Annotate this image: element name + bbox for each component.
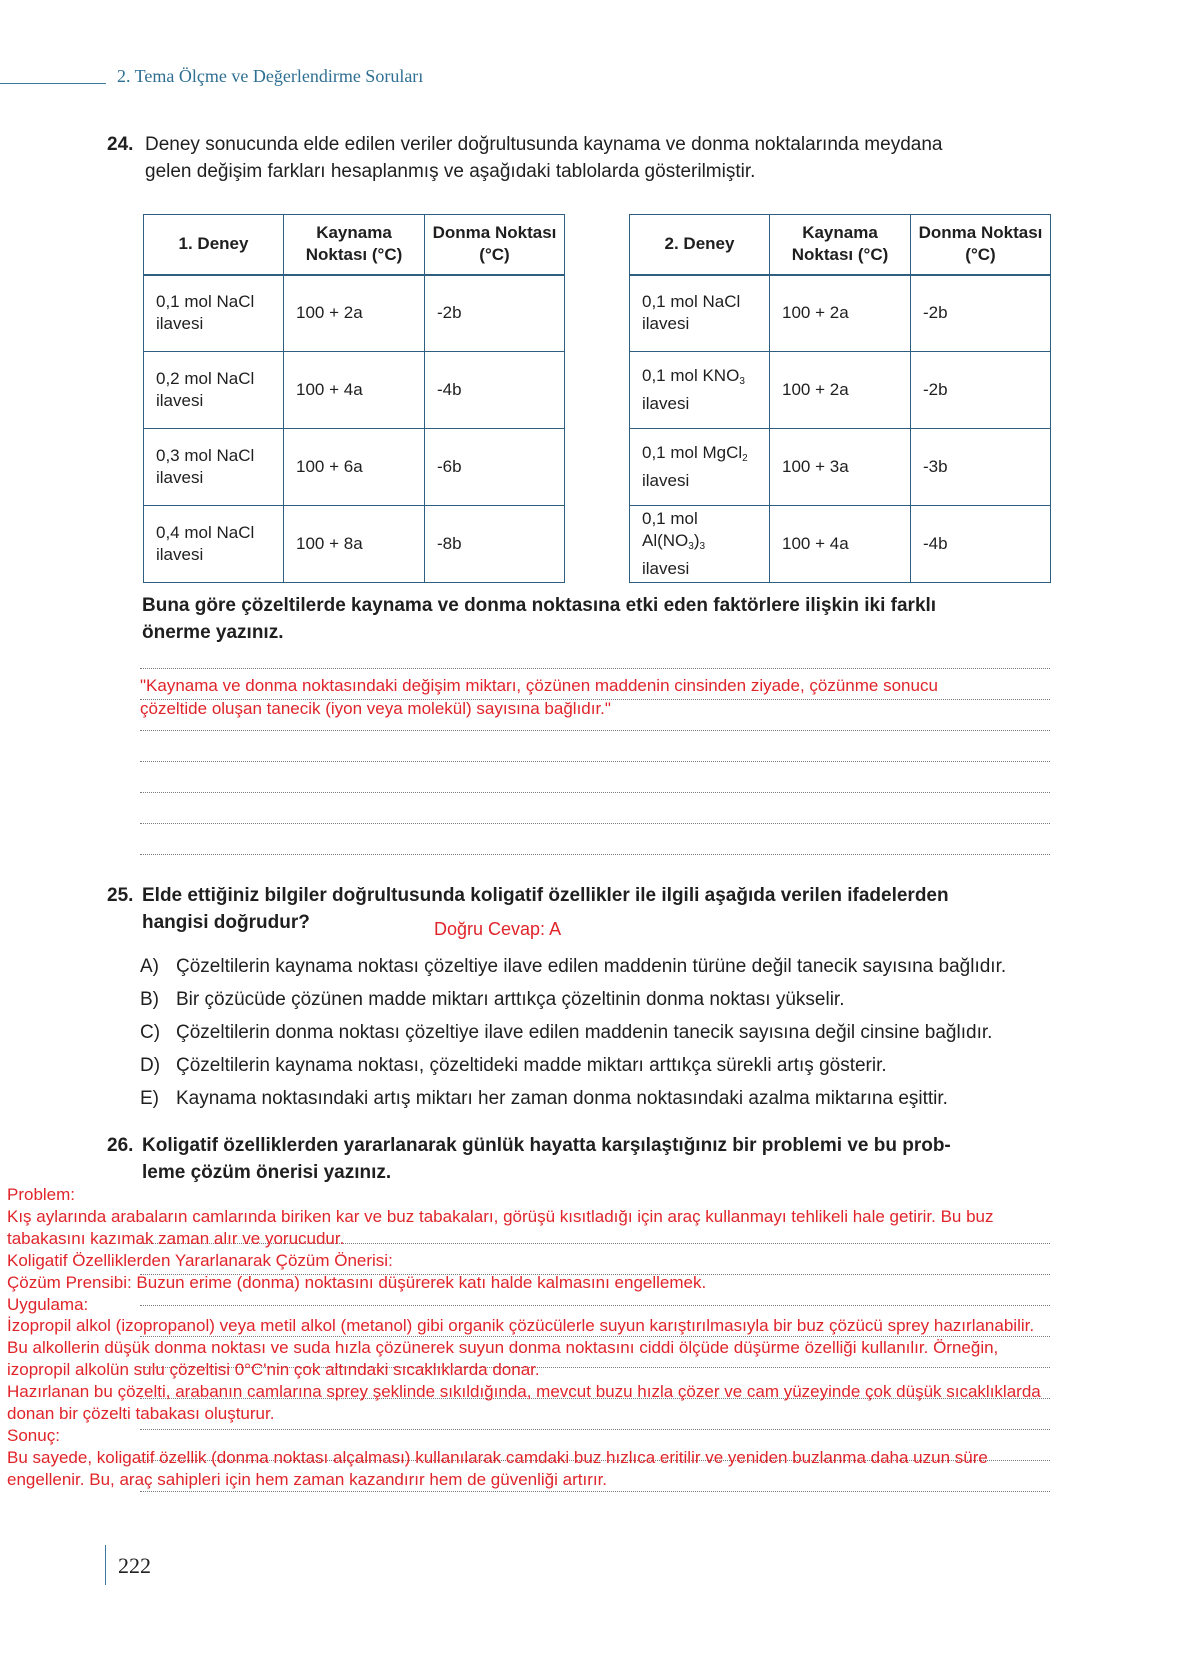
freezing-cell: -8b — [425, 506, 565, 583]
freezing-cell: -4b — [911, 506, 1051, 583]
question-24-prompt-line-1: Buna göre çözeltilerde kaynama ve donma noktasına etki eden faktörlere ilişkin iki farklı — [142, 595, 937, 616]
table-row — [630, 275, 1051, 352]
solute-cell: 0,2 mol NaCl ilavesi — [144, 352, 284, 429]
table2-header-boiling: Kaynama Noktası (°C) — [770, 215, 911, 275]
freezing-cell: -4b — [425, 352, 565, 429]
option-text: Çözeltilerin kaynama noktası çözeltiye ilave edilen maddenin türüne değil tanecik sayısına bağlıdır. — [176, 956, 1007, 977]
question-24-prompt — [142, 592, 936, 646]
table2-header-freezing: Donma Noktası (°C) — [911, 215, 1051, 275]
table-row — [630, 352, 1051, 429]
question-25-number: 25. — [107, 885, 134, 906]
table1-header-boiling: Kaynama Noktası (°C) — [284, 215, 425, 275]
question-25-line-2: hangisi doğrudur? — [142, 912, 310, 933]
solute-cell: 0,4 mol NaCl ilavesi — [144, 506, 284, 583]
answer-line-text: Bu sayede, koligatif özellik (donma noktası alçalması) kullanılarak camdaki buz hızlıca eritilir ve yeniden buzlanma daha uzun süre — [7, 1447, 988, 1467]
option-letter: B) — [140, 989, 159, 1010]
table-row — [630, 506, 1051, 583]
boiling-cell: 100 + 2a — [770, 275, 911, 352]
question-26-line-2: leme çözüm önerisi yazınız. — [142, 1162, 392, 1183]
answer-line-text: Koligatif Özelliklerden Yararlanarak Çözüm Önerisi: — [7, 1250, 393, 1270]
answer-line-text: donan bir çözelti tabakası oluşturur. — [7, 1404, 275, 1424]
option-text: Çözeltilerin kaynama noktası, çözeltideki madde miktarı arttıkça sürekli artış gösterir. — [176, 1055, 887, 1076]
solute-cell: 0,1 mol $Al(NO_3)_3$ ilavesi — [630, 506, 770, 583]
question-24-answer: "Kaynama ve donma noktasındaki değişim miktarı, çözünen maddenin cinsinden ziyade, çözünme sonucu çözeltide oluşan tanecik (iyon veya molekül) sayısına bağlıdır." — [140, 676, 938, 718]
question-24-number: 24. — [107, 134, 134, 155]
question-24-text — [145, 131, 942, 185]
experiment-1-table — [143, 214, 565, 583]
table-row — [144, 352, 565, 429]
option-d[interactable] — [140, 1055, 887, 1077]
header-rule — [0, 83, 106, 84]
boiling-cell: 100 + 8a — [284, 506, 425, 583]
solute-cell: 0,1 mol MgCl$_2$ ilavesi — [630, 429, 770, 506]
option-letter: D) — [140, 1055, 161, 1076]
correct-answer-note: Doğru Cevap: A — [434, 919, 562, 939]
option-c[interactable] — [140, 1022, 992, 1044]
question-26-answer — [7, 1184, 1182, 1491]
answer-line — [140, 668, 1050, 669]
table-row — [144, 506, 565, 583]
solute-cell: 0,3 mol NaCl ilavesi — [144, 429, 284, 506]
solute-cell: 0,1 mol NaCl ilavesi — [630, 275, 770, 352]
answer-line — [140, 761, 1050, 762]
option-e[interactable] — [140, 1088, 948, 1110]
table2-header-experiment: 2. Deney — [630, 215, 770, 275]
option-text: Kaynama noktasındaki artış miktarı her zaman donma noktasındaki azalma miktarına eşittir. — [176, 1088, 948, 1109]
boiling-cell: 100 + 2a — [770, 352, 911, 429]
experiment-2-table — [629, 214, 1051, 583]
freezing-cell: -2b — [911, 275, 1051, 352]
option-text: Çözeltilerin donma noktası çözeltiye ilave edilen maddenin tanecik sayısına değil cinsine bağlıdır. — [176, 1022, 993, 1043]
answer-line-text: engellenir. Bu, araç sahipleri için hem zaman kazandırır hem de güvenliği artırır. — [7, 1469, 608, 1489]
header-title: 2. Tema Ölçme ve Değerlendirme Soruları — [117, 66, 424, 86]
answer-line-text: izopropil alkolün sulu çözeltisi 0°C'nin çok altındaki sıcaklıklarda donar. — [7, 1360, 540, 1380]
table1-header-freezing: Donma Noktası (°C) — [425, 215, 565, 275]
answer-line-text: Bu alkollerin düşük donma noktası ve suda hızla çözünerek suyun donma noktasını ciddi ölçüde düşürme özelliği kullanılır. Örneğin, — [7, 1338, 999, 1358]
option-letter: C) — [140, 1022, 161, 1043]
boiling-cell: 100 + 4a — [284, 352, 425, 429]
page-number: 222 — [118, 1553, 151, 1578]
page-number-bar — [105, 1545, 106, 1585]
answer-line-text: Uygulama: — [7, 1294, 89, 1314]
freezing-cell: -6b — [425, 429, 565, 506]
question-26-number: 26. — [107, 1135, 134, 1156]
table1-header-experiment: 1. Deney — [144, 215, 284, 275]
table-row — [144, 429, 565, 506]
freezing-cell: -2b — [425, 275, 565, 352]
question-26-text — [142, 1132, 951, 1186]
question-24-line-2: gelen değişim farkları hesaplanmış ve aşağıdaki tablolarda gösterilmiştir. — [145, 161, 756, 182]
boiling-cell: 100 + 6a — [284, 429, 425, 506]
boiling-cell: 100 + 3a — [770, 429, 911, 506]
answer-line — [140, 1491, 1050, 1492]
answer-line-text: tabakasını kazımak zaman alır ve yorucudur. — [7, 1228, 345, 1248]
solute-cell: 0,1 mol $KNO_3$ ilavesi — [630, 352, 770, 429]
option-text: Bir çözücüde çözünen madde miktarı arttıkça çözeltinin donma noktası yükselir. — [176, 989, 845, 1010]
answer-line-text: Çözüm Prensibi: Buzun erime (donma) noktasını düşürerek katı halde kalmasını engellemek. — [7, 1272, 707, 1292]
option-letter: A) — [140, 956, 159, 977]
answer-line-text: Sonuç: — [7, 1425, 60, 1445]
answer-line — [140, 854, 1050, 855]
question-26-line-1: Koligatif özelliklerden yararlanarak günlük hayatta karşılaştığınız bir problemi ve bu prob- — [142, 1135, 951, 1156]
answer-line — [140, 730, 1050, 731]
freezing-cell: -2b — [911, 352, 1051, 429]
solute-cell: 0,1 mol NaCl ilavesi — [144, 275, 284, 352]
answer-line — [140, 823, 1050, 824]
question-25-line-1: Elde ettiğiniz bilgiler doğrultusunda koligatif özellikler ile ilgili aşağıda verilen ifadelerden — [142, 885, 949, 906]
answer-line — [140, 792, 1050, 793]
answer-line-text: Kış aylarında arabaların camlarında biriken kar ve buz tabakaları, görüşü kısıtladığı için araç kullanmayı tehlikeli hale getirir. Bu buz — [7, 1206, 994, 1226]
option-b[interactable] — [140, 989, 845, 1011]
answer-line-text: Hazırlanan bu çözelti, arabanın camlarına sprey şeklinde sıkıldığında, mevcut buzu hızla çözer ve cam yüzeyinde çok düşük sıcaklıklarda — [7, 1382, 1041, 1402]
boiling-cell: 100 + 4a — [770, 506, 911, 583]
freezing-cell: -3b — [911, 429, 1051, 506]
table-row — [630, 429, 1051, 506]
option-a[interactable] — [140, 956, 1006, 978]
boiling-cell: 100 + 2a — [284, 275, 425, 352]
answer-line-text: İzopropil alkol (izopropanol) veya metil alkol (metanol) gibi organik çözücülerle suyun karıştırılmasıyla bir buz çözücü sprey hazırlanabilir. — [7, 1316, 1035, 1336]
table-row — [144, 275, 565, 352]
option-letter: E) — [140, 1088, 159, 1109]
question-24-line-1: Deney sonucunda elde edilen veriler doğrultusunda kaynama ve donma noktalarında meydana — [145, 134, 943, 155]
question-24-prompt-line-2: önerme yazınız. — [142, 622, 284, 643]
answer-line-text: Problem: — [7, 1185, 76, 1204]
